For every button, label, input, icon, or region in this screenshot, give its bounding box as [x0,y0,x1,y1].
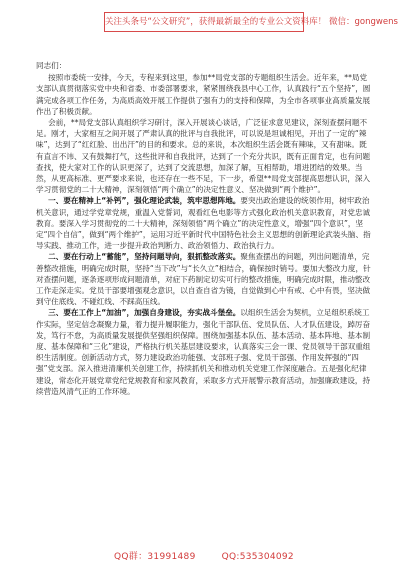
section-2-body: 聚焦查摆出的问题，列出问题清单，完善整改措施，明确完成时限，坚持“当下改”与“长久立”相结合，确保按时销号。要加大整改力度，针对查摆问题，逐条逐项形成问题清单，对症下药制定切实可行的整改措施，明确完成时限，推动整改工作走深走实。党员干部要增强观念意识，以自查自省为镜，自觉做到心中有戒、心中有畏，坚决做到守住底线、不碰红线、不踩高压线。 [36,252,371,307]
paragraph-1: 按照市委统一安排，今天，专程来到这里，参加**局党支部的专题组织生活会。近年来，**局党支部认真贯彻落实党中央和省委、市委部署要求，紧紧围绕我县中心工作，认真践行“五个坚持”，圆满完成各项工作任务，为高质高效开展工作提供了强有力的支持和保障，为全市各项事业高质量发展作出了积极贡献。 [36,73,371,116]
qq-group: QQ群：31991489 [114,552,196,562]
section-3 [36,307,372,397]
section-3-body: 以组织生活会为契机，立足组织系统工作实际，坚定信念凝聚力量，着力提升履职能力，强化干部队伍、党员队伍、人才队伍建设，踔厉奋发，笃行不怠，为高质量发展提供坚强组织保障。围绕加强基本队伍、基本活动、基本阵地、基本制度、基本保障和“三化”建设，严格执行机关基层建设要求，认真落实三会一课、党员领导干部双重组织生活制度。创新活动方式，努力建设政治功能强、支部班子强、党员干部强、作用发挥强的“四强”党支部。深入推进清廉机关创建工作，持续抓机关和推动机关党建工作深度融合。五是强化纪律建设，常态化开展党章党纪党规教育和家风教育，采取多方式开展警示教育活动，加强廉政建设，持续营造风清气正的工作环境。 [36,308,371,396]
section-1 [36,195,372,251]
section-2-heading: 二、要在行动上“蓄能”，坚持问题导向，狠抓整改落实。 [48,252,241,262]
promo-banner: 关注头条号“公文研究”，获得最新最全的专业公文资料库！ 微信：gongwens [104,12,304,32]
section-3-heading: 三、要在工作上“加油”，加强自身建设，夯实战斗堡垒。 [48,308,241,318]
section-1-heading: 一、要在精神上“补钙”，强化理论武装，筑牢思想阵地。 [48,196,241,206]
greeting: 同志们： [36,61,67,70]
contact-footer [0,549,408,562]
qq-number: QQ:535304092 [221,552,294,562]
speech-body [36,60,372,397]
paragraph-2: 会前，**局党支部认真组织学习研讨，深入开展谈心谈话，广泛征求意见建议，深刻查摆问题不足。刚才，大家相互之间开展了严肃认真的批评与自我批评，可以说是坦诚相见，开出了一定的“辣味”，达到了“红红脸、出出汗”的目的和要求。总的来说，本次组织生活会既有辣味，又有甜味。既有直言不讳、又有鼓舞打气，这些批评和自我批评，达到了一个充分共识，既有正面肯定，也有问题查找，使大家对工作的认识更深了，达到了交流思想，加深了解，互相帮助，增进团结的效果。当然，从更高标准、更严要求来说，也还存在一些不足，下一步，希望**局党支部提高思想认识，深入学习贯彻党的二十大精神，深刻领悟“两个确立”的决定性意义、坚决做到“两个维护”。 [36,118,371,195]
section-1-body: 要突出政治建设的统领作用，树牢政治机关意识，通过学党章党规，重温入党誓词，观看红色电影等方式强化政治机关意识教育，对党忠诚教育。要深入学习贯彻党的二十大精神，深刻领悟“两个确立”的决定性意义，增强“四个意识”，坚定“四个自信”，做到“两个维护”，运用习近平新时代中国特色社会主义思想的创新理论武装头脑、指导实践、推动工作，进一步提升政治判断力、政治领悟力、政治执行力。 [36,196,371,251]
section-2 [36,251,372,307]
